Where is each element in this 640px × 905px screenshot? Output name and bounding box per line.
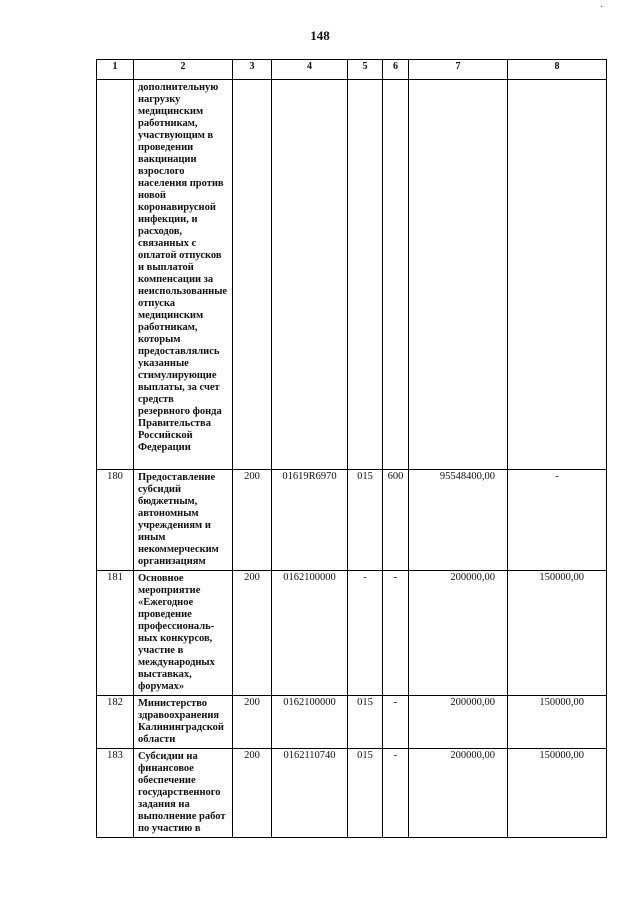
row-code: 0162100000	[272, 696, 348, 749]
row-description: Основное мероприятие «Ежегодное проведение профессиональ- ных конкурсов, участие в международных выставках, форумах»	[134, 571, 233, 696]
row-col-5	[348, 80, 383, 470]
row-col-3: 200	[233, 571, 272, 696]
row-amount-7: 200000,00	[409, 571, 508, 696]
budget-table	[96, 59, 607, 838]
row-amount-8	[508, 80, 607, 470]
row-description: Субсидии на финансовое обеспечение государственного задания на выполнение работ по участию в	[134, 749, 233, 838]
table-row	[97, 80, 607, 470]
header-col-8: 8	[508, 60, 607, 80]
row-description: Предоставление субсидий бюджетным, автономным учреждениям и иным некоммерческим организациям	[134, 470, 233, 571]
row-amount-8: 150000,00	[508, 749, 607, 838]
header-col-5: 5	[348, 60, 383, 80]
row-number: 182	[97, 696, 134, 749]
row-col-3: 200	[233, 749, 272, 838]
row-number	[97, 80, 134, 470]
row-code	[272, 80, 348, 470]
row-col-6: -	[383, 749, 409, 838]
row-number: 183	[97, 749, 134, 838]
row-col-5: 015	[348, 696, 383, 749]
header-col-3: 3	[233, 60, 272, 80]
row-amount-8: -	[508, 470, 607, 571]
row-amount-7	[409, 80, 508, 470]
row-code: 0162110740	[272, 749, 348, 838]
row-amount-8: 150000,00	[508, 696, 607, 749]
row-col-6: -	[383, 571, 409, 696]
row-amount-8: 150000,00	[508, 571, 607, 696]
row-col-6	[383, 80, 409, 470]
header-col-1: 1	[97, 60, 134, 80]
row-amount-7: 95548400,00	[409, 470, 508, 571]
table-row	[97, 696, 607, 749]
header-col-2: 2	[134, 60, 233, 80]
row-amount-7: 200000,00	[409, 749, 508, 838]
row-code: 0162100000	[272, 571, 348, 696]
corner-mark: ·	[600, 2, 604, 13]
row-col-5: 015	[348, 749, 383, 838]
table-row	[97, 749, 607, 838]
row-col-3	[233, 80, 272, 470]
row-col-3: 200	[233, 696, 272, 749]
row-col-3: 200	[233, 470, 272, 571]
table-row	[97, 470, 607, 571]
row-code: 01619R6970	[272, 470, 348, 571]
page-number: 148	[310, 28, 330, 43]
row-col-6: 600	[383, 470, 409, 571]
row-col-5: -	[348, 571, 383, 696]
row-amount-7: 200000,00	[409, 696, 508, 749]
row-description: дополнительную нагрузку медицинским работникам, участвующим в проведении вакцинации взрослого населения против новой коронавирусной инфекции, и расходов, связанных с оплатой отпусков и выплатой компенсации за неиспользованные отпуска медицинским работникам, которым предоставлялись указанные стимулирующие выплаты, за счет средств резервного фонда Правительства Российской Федерации	[134, 80, 233, 470]
table-row	[97, 571, 607, 696]
row-description: Министерство здравоохранения Калининградской области	[134, 696, 233, 749]
header-col-6: 6	[383, 60, 409, 80]
row-number: 181	[97, 571, 134, 696]
header-row	[97, 60, 607, 80]
row-col-5: 015	[348, 470, 383, 571]
row-col-6: -	[383, 696, 409, 749]
header-col-4: 4	[272, 60, 348, 80]
header-col-7: 7	[409, 60, 508, 80]
row-number: 180	[97, 470, 134, 571]
